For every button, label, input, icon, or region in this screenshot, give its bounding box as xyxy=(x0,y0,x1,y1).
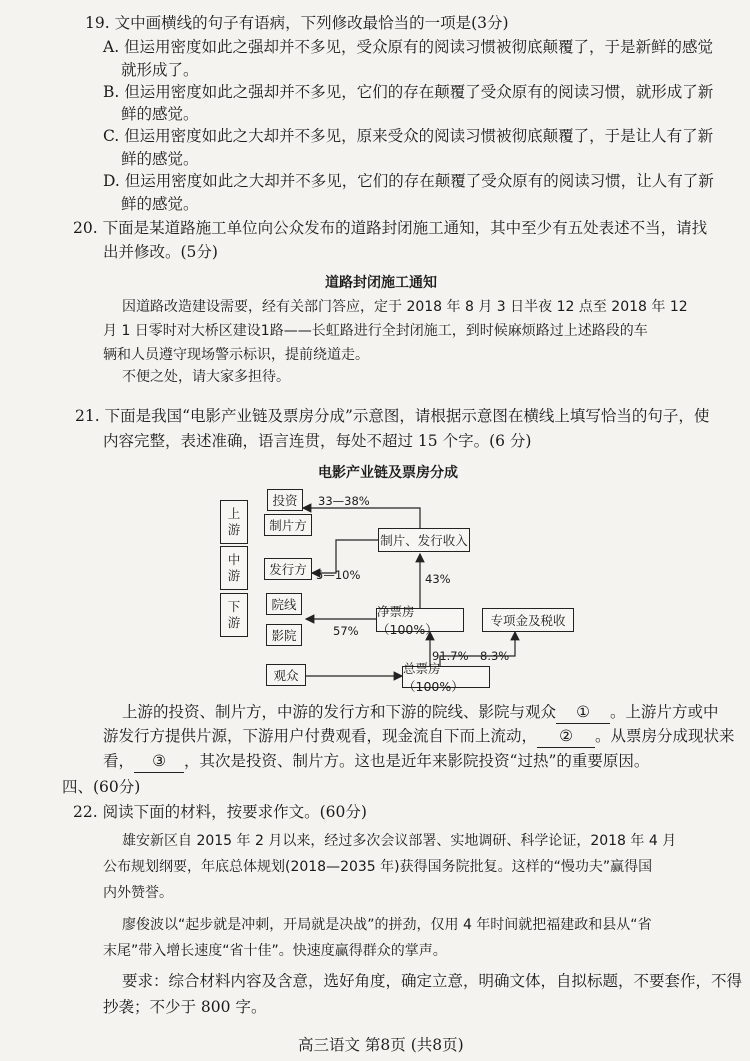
stage-midstream: 中 游 xyxy=(220,546,248,590)
q21-para-2: 游发行方提供片源，下游用户付费观看，现金流自下而上流动， ② 。从票房分成现状来 xyxy=(103,725,735,748)
q21-para-3: 看， ③ ，其次是投资、制片方。这也是近年来影院投资“过热”的重要原因。 xyxy=(103,750,649,773)
q22-stem: 22. 阅读下面的材料，按要求作文。(60分) xyxy=(73,803,367,821)
section-4-heading: 四、(60分) xyxy=(62,778,141,796)
label-invest-share: 33—38% xyxy=(318,494,370,508)
node-cinema: 影院 xyxy=(266,624,302,646)
q20-stem: 20. 下面是某道路施工单位向公众发布的道路封闭施工通知，其中至少有五处表述不当，请找 xyxy=(73,219,708,237)
blank-1[interactable]: ① xyxy=(556,701,610,724)
label-dist-share: 5—10% xyxy=(316,568,361,582)
q19-option-c-cont: 鲜的感觉。 xyxy=(121,150,199,168)
node-net-box-office: 净票房（100%） xyxy=(376,608,464,632)
node-producer: 制片方 xyxy=(264,514,312,536)
label-to-downstream: 57% xyxy=(333,624,359,638)
label-tax-share: 8.3% xyxy=(480,649,510,663)
q21-stem: 21. 下面是我国“电影产业链及票房分成”示意图，请根据示意图在横线上填写恰当的句子，使 xyxy=(75,407,710,425)
blank-2[interactable]: ② xyxy=(537,725,595,748)
q19-option-b: B. 但运用密度如此之强却并不多见，它们的存在颠覆了受众原有的阅读习惯，就形成了新 xyxy=(103,83,714,101)
q19-option-a: A. 但运用密度如此之强却并不多见，受众原有的阅读习惯被彻底颠覆了，于是新鲜的感觉 xyxy=(103,38,714,56)
q20-stem-cont: 出并修改。(5分) xyxy=(103,243,218,261)
node-special-tax: 专项金及税收 xyxy=(482,608,574,632)
q19-stem: 19. 文中画横线的句子有语病，下列修改最恰当的一项是(3分) xyxy=(85,14,509,32)
label-to-income: 43% xyxy=(425,572,451,586)
node-theater-line: 院线 xyxy=(266,593,302,615)
q22-material-2-line-2: 末尾”带入增长速度“省十佳”。快速度赢得群众的掌声。 xyxy=(103,943,447,959)
q21-stem-cont: 内容完整，表述准确，语言连贯，每处不超过 15 个字。(6 分) xyxy=(103,432,532,450)
q19-option-d: D. 但运用密度如此之大却并不多见，它们的存在颠覆了受众原有的阅读习惯，让人有了新 xyxy=(103,172,714,190)
page-footer: 高三语文 第8页 (共8页) xyxy=(298,1036,464,1054)
q19-option-a-cont: 就形成了。 xyxy=(121,61,199,79)
q22-material-2-line-1: 廖俊波以“起步就是冲刺，开局就是决战”的拼劲，仅用 4 年时间就把福建政和县从“省 xyxy=(122,917,652,933)
notice-title: 道路封闭施工通知 xyxy=(325,275,437,291)
stage-downstream: 下 游 xyxy=(220,593,248,637)
node-invest: 投资 xyxy=(267,489,303,511)
notice-line-4: 不便之处，请大家多担待。 xyxy=(122,369,290,385)
arrow-income-to-invest xyxy=(303,508,420,528)
node-gross-box-office: 总票房（100%） xyxy=(402,666,490,688)
q19-option-c: C. 但运用密度如此之大却并不多见，原来受众的阅读习惯被彻底颠覆了，于是让人有了新 xyxy=(103,127,714,145)
q22-material-1-line-2: 公布规划纲要，年底总体规划(2018—2035 年)获得国务院批复。这样的“慢功夫”赢得国 xyxy=(103,859,653,875)
node-audience: 观众 xyxy=(266,664,306,686)
q19-option-b-cont: 鲜的感觉。 xyxy=(121,105,199,123)
q22-requirement-line-1: 要求：综合材料内容及含意，选好角度，确定立意，明确文体，自拟标题，不要套作，不得 xyxy=(122,972,743,990)
label-net-share: 91.7% xyxy=(432,649,469,663)
node-production-income: 制片、发行收入 xyxy=(378,528,470,552)
q21-para-1: 上游的投资、制片方，中游的发行方和下游的院线、影院与观众 ① 。上游片方或中 xyxy=(122,701,719,724)
notice-line-3: 辆和人员遵守现场警示标识，提前绕道走。 xyxy=(103,347,369,363)
q22-material-1-line-1: 雄安新区自 2015 年 2 月以来，经过多次会议部署、实地调研、科学论证，2018 年 4 月 xyxy=(122,833,677,849)
stage-upstream: 上 游 xyxy=(220,500,248,544)
q19-option-d-cont: 鲜的感觉。 xyxy=(121,195,199,213)
blank-3[interactable]: ③ xyxy=(134,750,184,773)
node-distributor: 发行方 xyxy=(264,558,312,580)
q22-requirement-line-2: 抄袭；不少于 800 字。 xyxy=(103,998,267,1016)
notice-line-2: 月 1 日零时对大桥区建设1路——长虹路进行全封闭施工，到时候麻烦路过上述路段的车 xyxy=(103,323,648,339)
notice-line-1: 因道路改造建设需要，经有关部门答应，定于 2018 年 8 月 3 日半夜 12 点至 2018 年 12 xyxy=(122,299,688,315)
q22-material-1-line-3: 内外赞誉。 xyxy=(103,885,173,901)
diagram-title: 电影产业链及票房分成 xyxy=(318,465,458,481)
